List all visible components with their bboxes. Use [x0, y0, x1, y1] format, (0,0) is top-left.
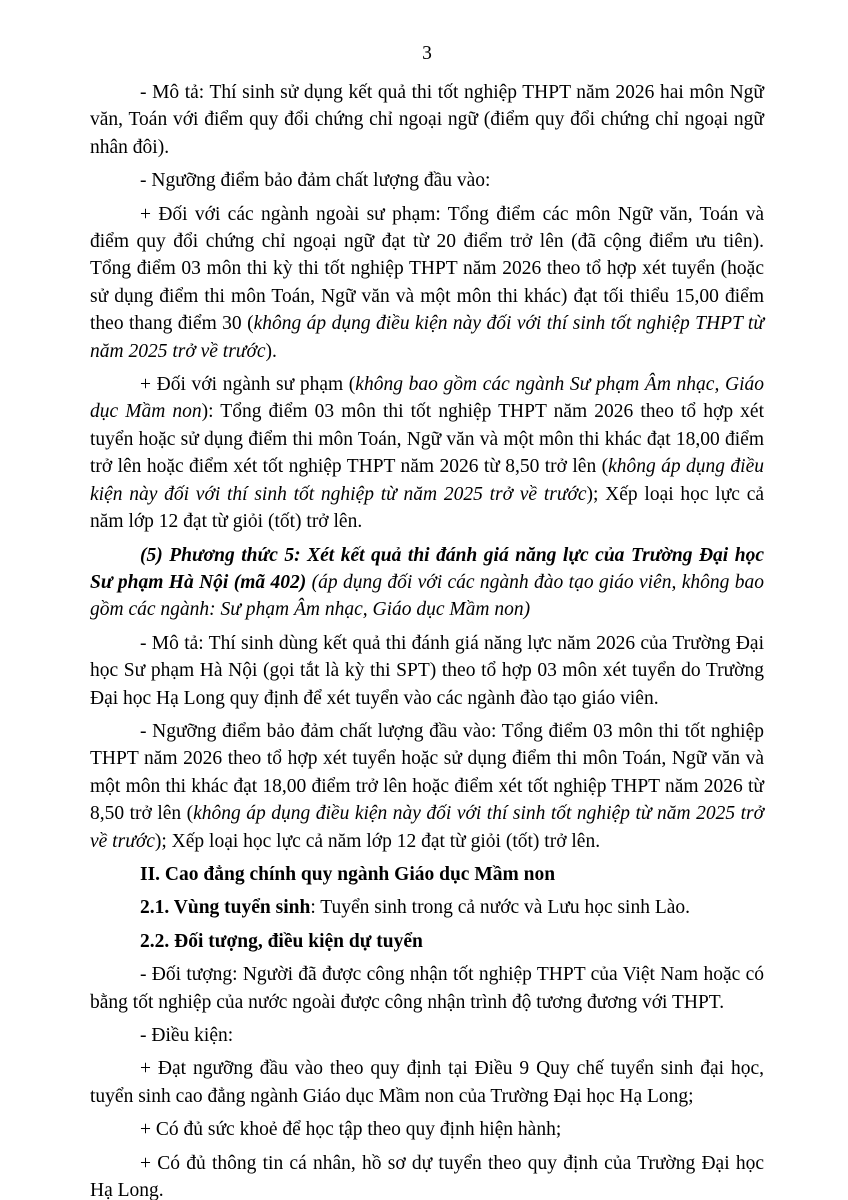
text-run: ). [265, 340, 277, 362]
para-condition-threshold [90, 1055, 764, 1110]
para-doi-tuong [90, 961, 764, 1016]
para-2-1-region [90, 894, 764, 921]
text-run: ): Tổng điểm 03 môn thi tốt nghiệp THPT năm 2026 theo tổ hợp xét tuyển hoặc sử dụng điểm thi môn Toán, Ngữ văn và một môn thi khác đạt 18,00 điểm trở lên hoặc điểm xét tốt nghiệp THPT năm 2026 từ 8,50 trở lên ( [90, 401, 764, 478]
para-dieu-kien-label [90, 1022, 764, 1049]
para-condition-health [90, 1116, 764, 1143]
para-quality-threshold-label [90, 167, 764, 194]
text-run: + Đạt ngưỡng đầu vào theo quy định tại Điều 9 Quy chế tuyển sinh đại học, tuyển sinh cao đẳng ngành Giáo dục Mầm non của Trường Đại học Hạ Long; [90, 1058, 764, 1107]
document-body [90, 79, 764, 1200]
heading-method5 [90, 542, 764, 624]
text-run: (5) Phương thức 5: Xét kết quả thi đánh giá năng lực của Trường Đại học Sư phạm Hà Nội (mã 402) [90, 544, 764, 593]
para-method5-threshold [90, 718, 764, 855]
text-run: - Điều kiện: [140, 1025, 234, 1046]
text-run: không bao gồm các ngành Sư phạm Âm nhạc, Giáo dục Mầm non [90, 374, 764, 423]
para-pedagogy-threshold [90, 371, 764, 535]
text-run: - Ngưỡng điểm bảo đảm chất lượng đầu vào: [140, 170, 491, 192]
heading-2-2 [90, 928, 764, 955]
text-run: - Mô tả: Thí sinh sử dụng kết quả thi tốt nghiệp THPT năm 2026 hai môn Ngữ văn, Toán với điểm quy đổi chứng chỉ ngoại ngữ (điểm quy đổi chứng chỉ ngoại ngữ nhân đôi). [90, 82, 764, 158]
text-run: không áp dụng điều kiện này đối với thí sinh tốt nghiệp từ năm 2025 trở về trước [90, 803, 765, 852]
text-run: ); Xếp loại học lực cả năm lớp 12 đạt từ giỏi (tốt) trở lên. [90, 483, 765, 533]
page-number: 3 [422, 43, 432, 64]
text-run: (áp dụng đối với các ngành đào tạo giáo viên, không bao gồm các ngành: Sư phạm Âm nhạc, Giáo dục Mầm non) [90, 571, 764, 621]
text-run: + Đối với ngành sư phạm ( [140, 374, 356, 396]
text-run: + Có đủ thông tin cá nhân, hồ sơ dự tuyển theo quy định của Trường Đại học Hạ Long. [90, 1152, 764, 1200]
text-run: - Ngưỡng điểm bảo đảm chất lượng đầu vào: Tổng điểm 03 môn thi tốt nghiệp THPT năm 2026 theo tổ hợp xét tuyển hoặc sử dụng điểm thi môn Toán, Ngữ văn và một môn thi khác đạt 18,00 điểm trở lên hoặc điểm xét tốt nghiệp THPT năm 2026 từ 8,50 trở lên ( [90, 720, 764, 825]
heading-section-2 [90, 861, 764, 888]
text-run: + Có đủ sức khoẻ để học tập theo quy định hiện hành; [140, 1119, 562, 1141]
text-run: - Mô tả: Thí sinh dùng kết quả thi đánh giá năng lực năm 2026 của Trường Đại học Sư phạm Hà Nội (gọi tắt là kỳ thi SPT) theo tổ hợp 03 môn xét tuyển do Trường Đại học Hạ Long quy định để xét tuyển vào các ngành đào tạo giáo viên. [90, 632, 764, 709]
text-run: không áp dụng điều kiện này đối với thí sinh tốt nghiệp từ năm 2025 trở về trước [90, 456, 764, 505]
para-non-pedagogy-threshold [90, 201, 764, 365]
para-method5-description [90, 630, 764, 712]
text-run: II. Cao đẳng chính quy ngành Giáo dục Mầm non [140, 863, 556, 885]
text-run: 2.1. Vùng tuyển sinh [140, 897, 311, 919]
para-condition-dossier [90, 1150, 764, 1200]
text-run: 2.2. Đối tượng, điều kiện dự tuyển [140, 930, 423, 952]
text-run: : Tuyển sinh trong cả nước và Lưu học sinh Lào. [310, 897, 691, 919]
text-run: + Đối với các ngành ngoài sư phạm: Tổng điểm các môn Ngữ văn, Toán và điểm quy đổi chứng chỉ ngoại ngữ đạt từ 20 điểm trở lên (đã cộng điểm ưu tiên). Tổng điểm 03 môn thi kỳ thi tốt nghiệp THPT năm 2026 theo tổ hợp xét tuyển (hoặc sử dụng điểm thi môn Toán, Ngữ văn và một môn thi khác) đạt tối thiểu 15,00 điểm theo thang điểm 30 ( [90, 203, 764, 335]
para-method4-description [90, 79, 764, 161]
text-run: ); Xếp loại học lực cả năm lớp 12 đạt từ giỏi (tốt) trở lên. [154, 830, 601, 852]
text-run: - Đối tượng: Người đã được công nhận tốt nghiệp THPT của Việt Nam hoặc có bằng tốt nghiệp của nước ngoài được công nhận trình độ tương đương với THPT. [90, 964, 764, 1013]
text-run: không áp dụng điều kiện này đối với thí sinh tốt nghiệp THPT từ năm 2025 trở về trước [90, 313, 764, 362]
